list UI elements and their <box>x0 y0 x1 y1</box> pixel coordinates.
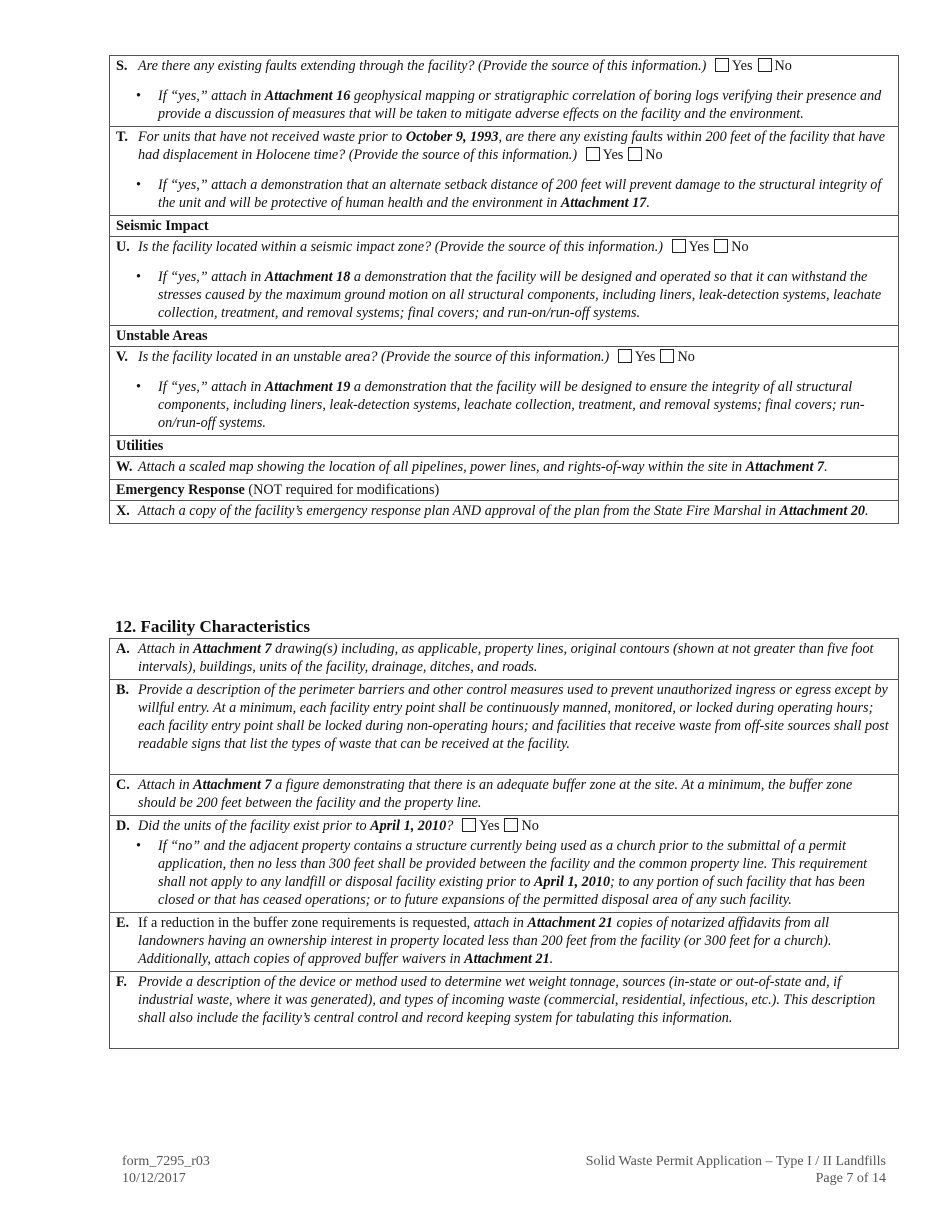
question-w-row <box>110 456 898 479</box>
question-label: B. <box>116 682 130 698</box>
question-label: S. <box>116 58 128 74</box>
bullet-text: If “yes,” attach in <box>158 269 265 285</box>
question-label: W. <box>116 459 133 475</box>
date-ref: April 1, 2010 <box>370 818 447 834</box>
question-label: U. <box>116 239 130 255</box>
yes-label: Yes <box>731 58 753 74</box>
question-u-text: Is the facility located within a seismic impact zone? (Provide the source of this information.) <box>138 239 663 255</box>
question-a-text: Attach in <box>138 641 194 657</box>
date-ref: October 9, 1993 <box>405 129 499 145</box>
question-c-text: Attach in <box>138 777 194 793</box>
question-v-text: Is the facility located in an unstable area? (Provide the source of this information.) <box>138 349 610 365</box>
no-label: No <box>645 147 663 163</box>
question-v-row <box>110 346 898 435</box>
bullet-text: geophysical mapping or stratigraphic correlation of boring logs verifying their presence and provide a discussion of measures that will be taken to mitigate adverse effects on the facility and the environment. <box>158 88 882 122</box>
question-t-row <box>110 126 898 215</box>
no-label: No <box>774 58 792 74</box>
yes-label: Yes <box>602 147 624 163</box>
form-date: 10/12/2017 <box>122 1171 186 1186</box>
section-title: 12. Facility Characteristics <box>115 617 310 636</box>
question-u-bullet: • If “yes,” attach in Attachment 18 a demonstration that the facility will be designed and operated so that it can withstand the stresses caused by the maximum ground motion on all structural components, including liners, leak-detection systems, leachate collection, treatment, and removal systems; final covers; and run-on/run-off systems. <box>136 269 882 321</box>
attachment-ref: Attachment 7 <box>745 459 825 475</box>
bullet-text: . <box>646 195 650 211</box>
attachment-ref: Attachment 18 <box>264 269 351 285</box>
emergency-response-heading <box>110 479 898 500</box>
facility-characteristics-table <box>109 638 899 1049</box>
question-u-no-checkbox[interactable] <box>714 239 728 253</box>
question-d-no-checkbox[interactable] <box>504 818 518 832</box>
attachment-ref: Attachment 16 <box>264 88 351 104</box>
attachment-ref: Attachment 7 <box>193 641 272 657</box>
question-label: D. <box>116 818 130 834</box>
question-a-row <box>110 639 898 679</box>
yes-label: Yes <box>688 239 710 255</box>
question-f-text: Provide a description of the device or method used to determine wet weight tonnage, sources (in-state or out-of-state and, if industrial waste, where it was generated), and types of incoming waste (commercial, residential, infectious, etc.). This description shall also include the facility’s central control and record keeping system for tabulating this information. <box>138 974 876 1026</box>
question-e-text: attach in <box>473 915 528 931</box>
question-a-text: drawing(s) including, as applicable, property lines, original contours (shown at not greater than five foot intervals), buildings, units of the facility, drainage, ditches, and roads. <box>138 641 874 675</box>
footer-right <box>586 1153 886 1187</box>
question-e-text: copies of notarized affidavits from all landowners having an ownership interest in property located less than 200 feet from the facility (or 300 feet for a church). Additionally, attach copies of approved buffer waivers in <box>138 915 832 967</box>
question-b-row <box>110 679 898 774</box>
question-v-yes-checkbox[interactable] <box>618 349 632 363</box>
utilities-heading: Utilities <box>110 435 898 456</box>
form-id: form_7295_r03 <box>122 1154 210 1169</box>
attachment-ref: Attachment 21 <box>464 951 550 967</box>
question-w-text: . <box>824 459 828 475</box>
question-s-bullet: • If “yes,” attach in Attachment 16 geophysical mapping or stratigraphic correlation of boring logs verifying their presence and provide a discussion of measures that will be taken to mitigate adverse effects on the facility and the environment. <box>136 88 882 122</box>
question-label: V. <box>116 349 128 365</box>
bullet-text: a demonstration that the facility will be designed to ensure the integrity of all structural components, including liners, leak-detection systems, leachate collection, treatment, and removal systems; final covers; run-on/run-off systems. <box>158 379 865 431</box>
question-label: F. <box>116 974 127 990</box>
question-e-row <box>110 912 898 971</box>
question-d-bullet: • If “no” and the adjacent property contains a structure currently being used as a church prior to the submittal of a permit application, then no less than 300 feet shall be provided between the facility and the common property line. This requirement shall not apply to any landfill or disposal facility existing prior to April 1, 2010; to any portion of such facility that has been closed or that has ceased operations; or to future expansions of the permitted disposal area of any such facility. <box>136 838 868 908</box>
page-number: Page 7 of 14 <box>815 1171 886 1186</box>
attachment-ref: Attachment 20 <box>779 503 866 519</box>
question-s-yes-checkbox[interactable] <box>715 58 729 72</box>
question-label: A. <box>116 641 130 657</box>
question-label: T. <box>116 129 128 145</box>
siting-criteria-table <box>109 55 899 524</box>
question-label: X. <box>116 503 130 519</box>
no-label: No <box>731 239 749 255</box>
bullet-text: If “no” and the adjacent property contains a structure currently being used as a church prior to the submittal of a permit application, then no less than 300 feet shall be provided between the facility and the common property line. This requirement shall not apply to any landfill or disposal facility existing prior to <box>158 838 868 890</box>
question-t-text: , are there any existing faults within 200 feet of the facility that have had displacement in Holocene time? (Provide the source of this information.) <box>138 129 886 163</box>
date-ref: April 1, 2010 <box>533 874 611 890</box>
document-title: Solid Waste Permit Application – Type I / II Landfills <box>585 1154 886 1169</box>
question-c-row <box>110 774 898 815</box>
question-s-text: Are there any existing faults extending through the facility? (Provide the source of this information.) <box>138 58 707 74</box>
question-d-text: Did the units of the facility exist prior to <box>138 818 371 834</box>
emergency-note: (NOT required for modifications) <box>244 482 440 498</box>
no-label: No <box>521 818 539 834</box>
question-s-row <box>110 56 898 126</box>
bullet-text: If “yes,” attach in <box>158 88 265 104</box>
question-b-text: Provide a description of the perimeter barriers and other control measures used to prevent unauthorized ingress or egress except by willful entry. At a minimum, each facility entry point shall be continuously manned, monitored, or locked during operating hours; each facility entry point shall be locked during non-operating hours; and facilities that receive waste from off-site sources shall post readable signs that list the types of waste that can be received at the facility. <box>138 682 889 752</box>
question-t-yes-checkbox[interactable] <box>586 147 600 161</box>
question-u-row <box>110 236 898 325</box>
question-x-text: Attach a copy of the facility’s emergency response plan AND approval of the plan from the State Fire Marshal in <box>138 503 780 519</box>
question-x-row <box>110 500 898 523</box>
question-v-bullet: • If “yes,” attach in Attachment 19 a demonstration that the facility will be designed to ensure the integrity of all structural components, including liners, leak-detection systems, leachate collection, treatment, and removal systems; final covers; run-on/run-off systems. <box>136 379 865 431</box>
question-t-text: For units that have not received waste prior to <box>138 129 406 145</box>
question-d-row <box>110 815 898 912</box>
unstable-areas-heading: Unstable Areas <box>110 325 898 346</box>
question-f-row <box>110 971 898 1048</box>
question-x-text: . <box>865 503 869 519</box>
attachment-ref: Attachment 7 <box>193 777 272 793</box>
bullet-text: a demonstration that the facility will be designed and operated so that it can withstand the stresses caused by the maximum ground motion on all structural components, including liners, leak-detection systems, leachate collection, treatment, and removal systems; final covers; and run-on/run-off systems. <box>158 269 882 321</box>
attachment-ref: Attachment 19 <box>264 379 351 395</box>
question-t-bullet: • If “yes,” attach a demonstration that an alternate setback distance of 200 feet will prevent damage to the structural integrity of the unit and will be protective of human health and the environment in Attachment 17. <box>136 177 882 211</box>
seismic-impact-heading: Seismic Impact <box>110 215 898 236</box>
question-e-text: . <box>549 951 554 967</box>
question-d-yes-checkbox[interactable] <box>462 818 476 832</box>
attachment-ref: Attachment 21 <box>527 915 613 931</box>
footer-left <box>122 1153 210 1187</box>
question-d-text: ? <box>446 818 454 834</box>
question-v-no-checkbox[interactable] <box>660 349 674 363</box>
question-label: C. <box>116 777 130 793</box>
question-w-text: Attach a scaled map showing the location of all pipelines, power lines, and rights-of-way within the site in <box>138 459 746 475</box>
bullet-text: If “yes,” attach in <box>158 379 265 395</box>
question-label: E. <box>116 915 130 931</box>
question-e-text: If a reduction in the buffer zone requirements is requested, <box>138 915 474 931</box>
bullet-text: ; to any portion of such facility that has been closed or that has ceased operations; or to future expansions of the permitted disposal area of any such facility. <box>158 874 865 908</box>
bullet-text: If “yes,” attach a demonstration that an alternate setback distance of 200 feet will prevent damage to the structural integrity of the unit and will be protective of human health and the environment in <box>158 177 882 211</box>
question-u-yes-checkbox[interactable] <box>672 239 686 253</box>
question-c-text: a figure demonstrating that there is an adequate buffer zone at the site. At a minimum, the buffer zone should be 200 feet between the facility and the property line. <box>138 777 853 811</box>
yes-label: Yes <box>634 349 656 365</box>
emergency-heading-text: Emergency Response <box>116 482 245 498</box>
question-s-no-checkbox[interactable] <box>758 58 772 72</box>
no-label: No <box>677 349 695 365</box>
yes-label: Yes <box>478 818 500 834</box>
question-t-no-checkbox[interactable] <box>628 147 642 161</box>
attachment-ref: Attachment 17 <box>560 195 647 211</box>
